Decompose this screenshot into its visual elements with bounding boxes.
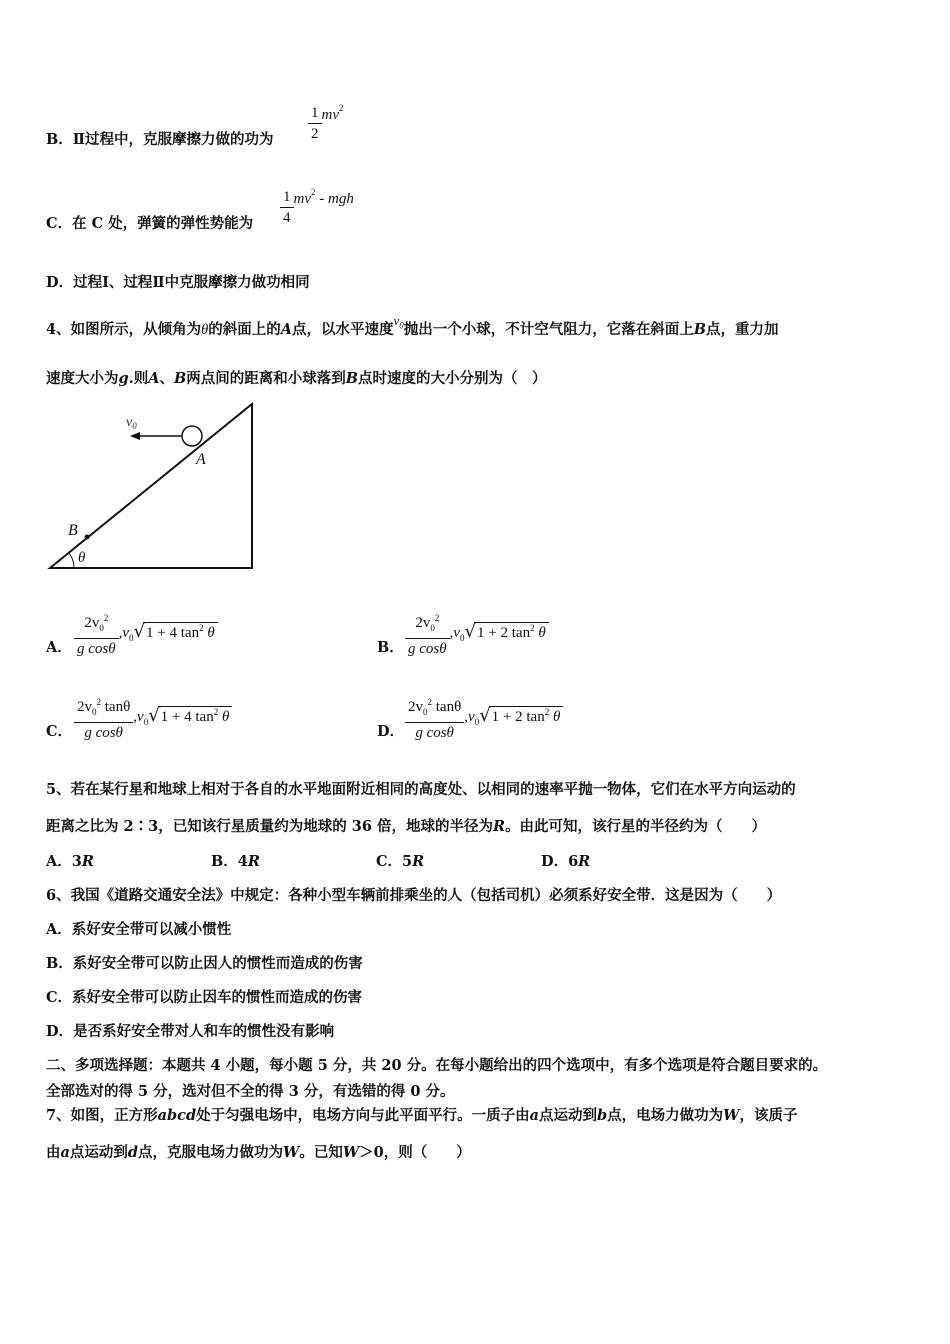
q3-option-c: C．在 C 处，弹簧的弹性势能为 (46, 215, 254, 232)
q6-option-c: C．系好安全带可以防止因车的惯性而造成的伤害 (46, 989, 363, 1006)
label-A: A (196, 451, 206, 468)
q5-option-a: A．3R (46, 853, 94, 870)
q4-stem-line1: 4、如图所示，从倾角为θ的斜面上的A点，以水平速度$v_0$抛出一个小球，不计空气阻力，它落在斜面上B点，重力加 (46, 313, 779, 338)
q4-option-b-letter: B． (377, 639, 404, 656)
q3-option-c-formula: $\frac{1}{4}$ $mv^2$ - mgh (280, 187, 354, 228)
q5-option-d: D．6R (541, 853, 591, 870)
q4-option-a-letter: A． (46, 639, 72, 656)
q4-option-d-letter: D． (377, 723, 405, 740)
q3-option-d: D．过程Ⅰ、过程Ⅱ中克服摩擦力做功相同 (46, 274, 310, 291)
q4-option-c-letter: C． (46, 723, 73, 740)
label-theta: θ (78, 550, 86, 566)
section-heading-line1: 二、多项选择题：本题共 4 小题，每小题 5 分，共 20 分。在每小题给出的四个选项中，有多个选项是符合题目要求的。 (46, 1057, 828, 1074)
q5-option-b: B．4R (211, 853, 260, 870)
angle-arc (69, 553, 74, 568)
q7-stem-line2: 由a点运动到d点，克服电场力做功为W。已知W＞0，则（ ） (46, 1144, 471, 1161)
fraction: $\frac{1}{2}$ (308, 103, 322, 144)
q7-stem-line1: 7、如图，正方形abcd处于匀强电场中，电场方向与此平面平行。一质子由a点运动到b点，电场力做功为W，该质子 (46, 1107, 798, 1124)
incline-figure (44, 398, 259, 573)
incline-triangle (50, 404, 252, 568)
label-B: B (68, 522, 78, 539)
q3-option-b: B．Ⅱ过程中，克服摩擦力做的功为 (46, 131, 274, 148)
section-heading-line2: 全部选对的得 5 分，选对但不全的得 3 分，有选错的得 0 分。 (46, 1083, 455, 1100)
q6-option-a: A．系好安全带可以减小惯性 (46, 921, 232, 938)
q4-option-b-formula: $\frac{2v_0^2}{\text{g cosθ}}$ $,v_0√1 + 2$ $\tan^2 \theta$ (405, 608, 549, 659)
q6-stem: 6、我国《道路交通安全法》中规定：各种小型车辆前排乘坐的人（包括司机）必须系好安全带．这是因为（ ） (46, 887, 782, 904)
q5-option-c: C．5R (376, 853, 425, 870)
q6-option-d: D．是否系好安全带对人和车的惯性没有影响 (46, 1023, 335, 1040)
arrowhead (130, 432, 140, 440)
label-v0: $v_0$ (126, 415, 137, 431)
q5-stem-line2: 距离之比为 2∶3，已知该行星质量约为地球的 36 倍，地球的半径为R。由此可知，该行星的半径约为（ ） (46, 818, 767, 835)
ball (182, 426, 202, 446)
q6-option-b: B．系好安全带可以防止因人的惯性而造成的伤害 (46, 955, 363, 972)
q3-option-b-formula: $\frac{1}{2}$ $mv^2$ (308, 103, 344, 144)
q4-stem-line2: 速度大小为g.则A、B两点间的距离和小球落到B点时速度的大小分别为（ ） (46, 370, 547, 387)
q5-stem-line1: 5、若在某行星和地球上相对于各自的水平地面附近相同的高度处、以相同的速率平抛一物体，它们在水平方向运动的 (46, 781, 796, 798)
q4-option-c-formula: $\frac{2v_0^2 \tan\theta}{\text{g cosθ}}$ $,v_0√1 + 4$ $\tan^2 \theta$ (74, 692, 232, 743)
q4-option-d-formula: $\frac{2v_0^2 \tan\theta}{\text{g cosθ}}$ $,v_0√1 + 2$ $\tan^2 \theta$ (405, 692, 563, 743)
q4-option-a-formula: $\frac{2v_0^2}{\text{g cosθ}}$ $,v_0√1 + 4$ $\tan^2 \theta$ (74, 608, 218, 659)
point-B (85, 535, 90, 540)
